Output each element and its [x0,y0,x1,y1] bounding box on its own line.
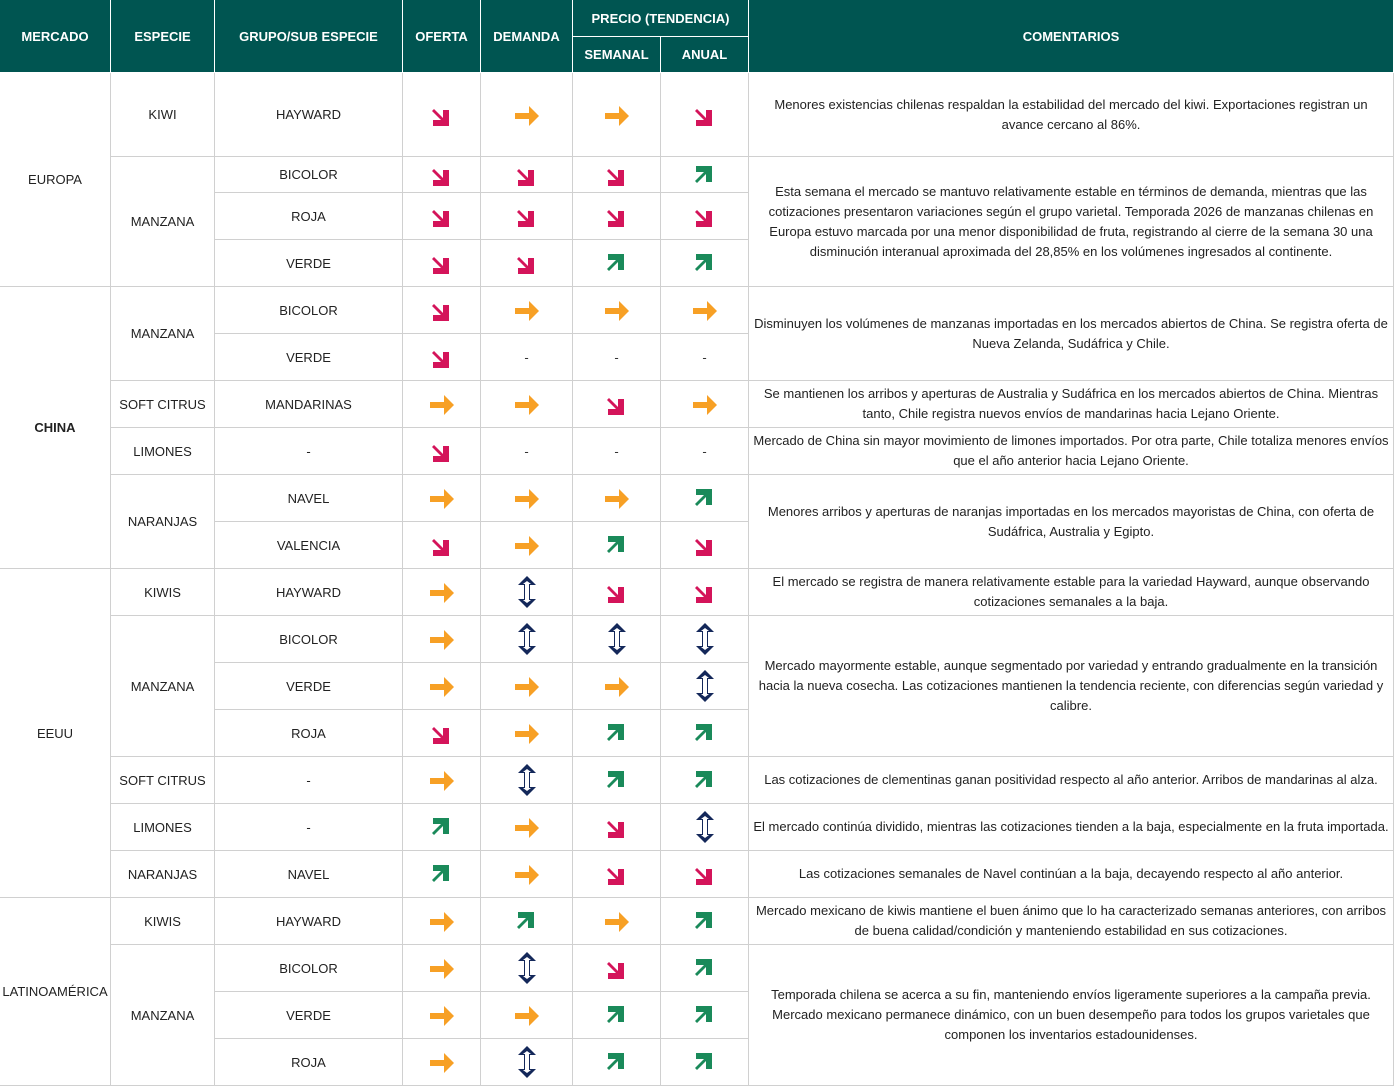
trend-stable-icon [427,906,457,936]
header-comentarios: COMENTARIOS [749,0,1394,73]
oferta-cell [403,616,481,663]
trend-up-icon [602,765,632,795]
trend-stable-icon [512,295,542,325]
group-cell: ROJA [215,1039,403,1086]
group-cell: NAVEL [215,851,403,898]
demanda-cell [481,616,573,663]
trend-stable-icon [512,1000,542,1030]
header-mercado: MERCADO [0,0,111,73]
semanal-cell [573,157,661,193]
trend-down-icon [690,859,720,889]
species-cell: NARANJAS [111,475,215,569]
no-data-dash: - [614,349,619,365]
trend-stable-icon [427,1047,457,1077]
trend-up-icon [690,1047,720,1077]
species-cell: KIWI [111,73,215,157]
semanal-cell [573,1039,661,1086]
trend-stable-icon [512,389,542,419]
trend-stable-icon [512,483,542,513]
no-data-dash: - [524,443,529,459]
demanda-cell [481,334,573,381]
trend-down-icon [690,577,720,607]
trend-down-icon [512,248,542,278]
header-oferta: OFERTA [403,0,481,73]
comment-cell: Las cotizaciones de clementinas ganan positividad respecto al año anterior. Arribos de mandarinas al alza. [749,757,1394,804]
semanal-cell [573,757,661,804]
comment-cell: El mercado continúa dividido, mientras las cotizaciones tienden a la baja, especialmente en la fruta importada. [749,804,1394,851]
trend-down-icon [427,100,457,130]
comment-cell: Disminuyen los volúmenes de manzanas importadas en los mercados abiertos de China. Se registra oferta de Nueva Zelanda, Sudáfrica y Chile. [749,287,1394,381]
demanda-cell [481,287,573,334]
trend-stable-icon [427,624,457,654]
trend-down-icon [602,859,632,889]
semanal-cell [573,475,661,522]
demanda-cell [481,710,573,757]
market-cell: LATINOAMÉRICA [0,898,111,1086]
comment-cell: Mercado mexicano de kiwis mantiene el buen ánimo que lo ha caracterizado semanas anteriores, con arribos de buena calidad/condición y manteniendo estabilidad en sus cotizaciones. [749,898,1394,945]
semanal-cell [573,898,661,945]
group-cell: VERDE [215,240,403,287]
semanal-cell [573,710,661,757]
species-cell: SOFT CITRUS [111,757,215,804]
trend-up-icon [690,160,720,190]
trend-up-icon [602,248,632,278]
semanal-cell [573,287,661,334]
trend-stable-icon [427,765,457,795]
semanal-cell [573,569,661,616]
trend-down-icon [427,436,457,466]
no-data-dash: - [614,443,619,459]
anual-cell [661,1039,749,1086]
anual-cell [661,569,749,616]
anual-cell [661,193,749,240]
trend-volatile-icon [515,621,539,657]
trend-down-icon [690,530,720,560]
trend-up-icon [602,1047,632,1077]
species-cell: LIMONES [111,804,215,851]
oferta-cell [403,1039,481,1086]
trend-down-icon [602,812,632,842]
oferta-cell [403,522,481,569]
trend-down-icon [427,718,457,748]
trend-down-icon [427,295,457,325]
header-grupo: GRUPO/SUB ESPECIE [215,0,403,73]
group-cell: ROJA [215,710,403,757]
group-cell: MANDARINAS [215,381,403,428]
oferta-cell [403,381,481,428]
anual-cell [661,710,749,757]
semanal-cell [573,334,661,381]
oferta-cell [403,334,481,381]
trend-up-icon [690,248,720,278]
header-anual: ANUAL [661,37,749,73]
header-demanda: DEMANDA [481,0,573,73]
group-cell: VERDE [215,992,403,1039]
demanda-cell [481,522,573,569]
oferta-cell [403,945,481,992]
oferta-cell [403,851,481,898]
group-cell: BICOLOR [215,616,403,663]
trend-up-icon [427,812,457,842]
oferta-cell [403,804,481,851]
trend-volatile-icon [693,809,717,845]
trend-stable-icon [427,1000,457,1030]
group-cell: BICOLOR [215,287,403,334]
group-cell: NAVEL [215,475,403,522]
trend-up-icon [690,483,720,513]
demanda-cell [481,381,573,428]
no-data-dash: - [702,443,707,459]
trend-volatile-icon [515,762,539,798]
group-cell: BICOLOR [215,945,403,992]
trend-up-icon [512,906,542,936]
semanal-cell [573,616,661,663]
header-precio: PRECIO (TENDENCIA) [573,0,749,37]
anual-cell [661,73,749,157]
no-data-dash: - [702,349,707,365]
oferta-cell [403,287,481,334]
species-cell: LIMONES [111,428,215,475]
comment-cell: Temporada chilena se acerca a su fin, manteniendo envíos ligeramente superiores a la campaña previa. Mercado mexicano permanece dinámico, con un buen desempeño para todos los grupos varietales que componen los inventarios estadounidenses. [749,945,1394,1086]
anual-cell [661,287,749,334]
group-cell: VERDE [215,334,403,381]
species-cell: MANZANA [111,945,215,1086]
anual-cell [661,616,749,663]
species-cell: MANZANA [111,157,215,287]
header-semanal: SEMANAL [573,37,661,73]
trend-stable-icon [512,100,542,130]
group-cell: HAYWARD [215,73,403,157]
semanal-cell [573,522,661,569]
trend-volatile-icon [515,574,539,610]
trend-up-icon [690,953,720,983]
oferta-cell [403,193,481,240]
anual-cell [661,945,749,992]
anual-cell [661,898,749,945]
demanda-cell [481,898,573,945]
demanda-cell [481,569,573,616]
anual-cell [661,851,749,898]
trend-up-icon [427,859,457,889]
trend-down-icon [602,953,632,983]
semanal-cell [573,428,661,475]
trend-volatile-icon [693,621,717,657]
trend-volatile-icon [515,1044,539,1080]
comment-cell: Esta semana el mercado se mantuvo relativamente estable en términos de demanda, mientras que las cotizaciones presentaron variaciones según el grupo varietal. Temporada 2026 de manzanas chilenas en Europa estuvo marcada por una menor disponibilidad de fruta, registrando al cierre de la semana 30 una disminución interanual aproximada del 28,85% en los volúmenes ingresados al continente. [749,157,1394,287]
comment-cell: Mercado mayormente estable, aunque segmentado por variedad y entrando gradualmente en la transición hacia la nueva cosecha. Las cotizaciones mantienen la tendencia reciente, con diferencias según variedad y calibre. [749,616,1394,757]
oferta-cell [403,663,481,710]
demanda-cell [481,1039,573,1086]
oferta-cell [403,240,481,287]
demanda-cell [481,475,573,522]
species-cell: KIWIS [111,569,215,616]
oferta-cell [403,569,481,616]
trend-down-icon [690,100,720,130]
no-data-dash: - [524,349,529,365]
trend-down-icon [602,389,632,419]
anual-cell [661,804,749,851]
oferta-cell [403,428,481,475]
species-cell: KIWIS [111,898,215,945]
demanda-cell [481,804,573,851]
oferta-cell [403,475,481,522]
trend-stable-icon [690,389,720,419]
anual-cell [661,428,749,475]
anual-cell [661,334,749,381]
oferta-cell [403,73,481,157]
trend-down-icon [427,530,457,560]
trend-stable-icon [427,577,457,607]
demanda-cell [481,73,573,157]
trend-up-icon [602,1000,632,1030]
demanda-cell [481,945,573,992]
comment-cell: Las cotizaciones semanales de Navel continúan a la baja, decayendo respecto al año anterior. [749,851,1394,898]
anual-cell [661,757,749,804]
anual-cell [661,240,749,287]
trend-stable-icon [427,953,457,983]
trend-down-icon [512,201,542,231]
group-cell: HAYWARD [215,898,403,945]
demanda-cell [481,757,573,804]
trend-volatile-icon [515,950,539,986]
group-cell: VERDE [215,663,403,710]
trend-stable-icon [512,812,542,842]
semanal-cell [573,73,661,157]
semanal-cell [573,663,661,710]
market-cell: EUROPA [0,73,111,287]
anual-cell [661,663,749,710]
trend-down-icon [512,160,542,190]
trend-up-icon [690,906,720,936]
trend-stable-icon [602,295,632,325]
demanda-cell [481,157,573,193]
comment-cell: Mercado de China sin mayor movimiento de limones importados. Por otra parte, Chile totaliza menores envíos que el año anterior hacia Lejano Oriente. [749,428,1394,475]
group-cell: - [215,757,403,804]
trend-volatile-icon [693,668,717,704]
trend-stable-icon [512,718,542,748]
group-cell: - [215,428,403,475]
anual-cell [661,992,749,1039]
semanal-cell [573,240,661,287]
trend-stable-icon [602,100,632,130]
species-cell: SOFT CITRUS [111,381,215,428]
trend-stable-icon [512,671,542,701]
demanda-cell [481,851,573,898]
species-cell: MANZANA [111,616,215,757]
demanda-cell [481,992,573,1039]
header-especie: ESPECIE [111,0,215,73]
anual-cell [661,381,749,428]
trend-up-icon [602,718,632,748]
group-cell: BICOLOR [215,157,403,193]
comment-cell: Menores arribos y aperturas de naranjas importadas en los mercados mayoristas de China, con oferta de Sudáfrica, Australia y Egipto. [749,475,1394,569]
trend-down-icon [427,160,457,190]
oferta-cell [403,710,481,757]
trend-stable-icon [427,389,457,419]
trend-down-icon [602,577,632,607]
anual-cell [661,475,749,522]
trend-down-icon [427,342,457,372]
oferta-cell [403,757,481,804]
trend-volatile-icon [605,621,629,657]
species-cell: NARANJAS [111,851,215,898]
demanda-cell [481,193,573,240]
trend-up-icon [690,718,720,748]
oferta-cell [403,992,481,1039]
demanda-cell [481,663,573,710]
market-cell: CHINA [0,287,111,569]
comment-cell: Se mantienen los arribos y aperturas de Australia y Sudáfrica en los mercados abiertos de China. Mientras tanto, Chile registra nuevos envíos de mandarinas hacia Lejano Oriente. [749,381,1394,428]
trend-stable-icon [427,671,457,701]
trend-stable-icon [602,906,632,936]
species-cell: MANZANA [111,287,215,381]
demanda-cell [481,240,573,287]
oferta-cell [403,898,481,945]
trend-up-icon [690,1000,720,1030]
trend-stable-icon [512,859,542,889]
comment-cell: Menores existencias chilenas respaldan la estabilidad del mercado del kiwi. Exportaciones registran un avance cercano al 86%. [749,73,1394,157]
trend-up-icon [602,530,632,560]
semanal-cell [573,804,661,851]
anual-cell [661,157,749,193]
semanal-cell [573,945,661,992]
trend-down-icon [602,160,632,190]
group-cell: VALENCIA [215,522,403,569]
trend-stable-icon [602,483,632,513]
semanal-cell [573,193,661,240]
group-cell: HAYWARD [215,569,403,616]
anual-cell [661,522,749,569]
semanal-cell [573,992,661,1039]
trend-stable-icon [512,530,542,560]
semanal-cell [573,381,661,428]
group-cell: - [215,804,403,851]
trend-down-icon [602,201,632,231]
oferta-cell [403,157,481,193]
market-cell: EEUU [0,569,111,898]
trend-down-icon [690,201,720,231]
trend-stable-icon [427,483,457,513]
semanal-cell [573,851,661,898]
trend-up-icon [690,765,720,795]
trend-stable-icon [602,671,632,701]
group-cell: ROJA [215,193,403,240]
trend-down-icon [427,201,457,231]
trend-down-icon [427,248,457,278]
trend-stable-icon [690,295,720,325]
demanda-cell [481,428,573,475]
comment-cell: El mercado se registra de manera relativamente estable para la variedad Hayward, aunque observando cotizaciones semanales a la baja. [749,569,1394,616]
